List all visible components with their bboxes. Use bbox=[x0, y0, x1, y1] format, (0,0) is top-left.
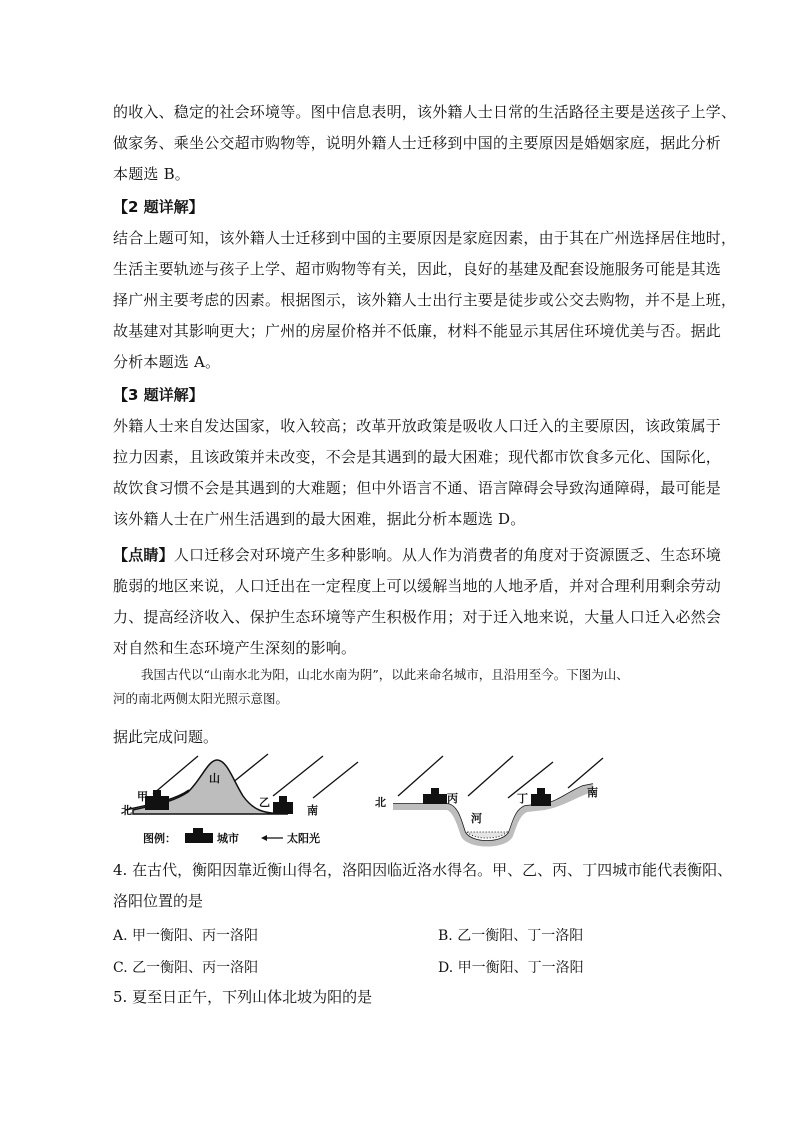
text-line: 分析本题选 A。 bbox=[113, 353, 221, 371]
label-jia: 甲 bbox=[137, 790, 148, 803]
text-line: 河的南北两侧太阳光照示意图。 bbox=[113, 691, 289, 706]
city-jia-icon bbox=[153, 790, 161, 798]
label-mountain: 山 bbox=[209, 772, 220, 785]
sunlight-ray bbox=[508, 762, 553, 798]
section-heading-q3: 【3 题详解】 bbox=[113, 386, 204, 404]
city-jia-icon bbox=[145, 796, 169, 810]
text-line: 择广州主要考虑的因素。根据图示，该外籍人士出行主要是徒步或公交去购物，并不是上班， bbox=[113, 291, 737, 309]
lead-text: 据此完成问题。 bbox=[113, 728, 219, 746]
label-ding: 丁 bbox=[517, 792, 528, 805]
city-ding-icon bbox=[537, 788, 545, 796]
label-north-right: 北 bbox=[375, 796, 386, 809]
text-line: 拉力因素，且该政策并未改变，不会是其遇到的最大困难；现代都市饮食多元化、国际化， bbox=[113, 448, 722, 466]
legend-city-icon bbox=[193, 828, 203, 834]
river-water bbox=[467, 832, 507, 838]
option-c: C. 乙一衡阳、丙一洛阳 bbox=[113, 960, 259, 976]
text-line: 的收入、稳定的社会环境等。图中信息表明，该外籍人士日常的生活路径主要是送孩子上学、 bbox=[113, 103, 737, 121]
city-bing-icon bbox=[431, 788, 439, 796]
river-panel bbox=[375, 756, 603, 847]
text-line: 结合上题可知，该外籍人士迁移到中国的主要原因是家庭因素，由于其在广州选择居住地时， bbox=[113, 229, 737, 247]
text-line: 本题选 B。 bbox=[113, 165, 190, 183]
text-line bbox=[113, 540, 722, 571]
label-south-left: 南 bbox=[307, 804, 318, 817]
question-4-line-2: 洛阳位置的是 bbox=[113, 892, 204, 910]
legend-sunlight-text: 太阳光 bbox=[287, 832, 320, 845]
text-line: 生活主要轨迹与孩子上学、超市购物等有关，因此，良好的基建及配套设施服务可能是其选 bbox=[113, 260, 722, 278]
tip-label: 【点睛】 bbox=[113, 546, 174, 564]
option-d: D. 甲一衡阳、丁一洛阳 bbox=[438, 960, 584, 976]
text-line: 外籍人士来自发达国家，收入较高；改革开放政策是吸收人口迁入的主要原因，该政策属于 bbox=[113, 417, 722, 435]
question-5: 5. 夏至日正午，下列山体北坡为阳的是 bbox=[113, 988, 373, 1006]
label-river: 河 bbox=[471, 812, 482, 825]
mountain-panel bbox=[121, 754, 358, 845]
text-line: 脆弱的地区来说，人口迁出在一定程度上可以缓解当地的人地矛盾，并对合理利用剩余劳动 bbox=[113, 577, 722, 595]
legend-label: 图例： bbox=[143, 832, 176, 845]
option-b: B. 乙一衡阳、丁一洛阳 bbox=[438, 928, 584, 944]
text-line: 对自然和生态环境产生深刻的影响。 bbox=[113, 639, 357, 657]
legend-arrow-head bbox=[261, 835, 267, 841]
label-north-left: 北 bbox=[121, 804, 132, 817]
city-yi-icon bbox=[279, 796, 287, 804]
legend-city-text: 城市 bbox=[217, 832, 239, 845]
material-intro bbox=[113, 663, 683, 711]
tip-first-line: 人口迁移会对环境产生多种影响。从人作为消费者的角度对于资源匮乏、生态环境 bbox=[173, 546, 722, 564]
question-4-line-1: 4. 在古代，衡阳因靠近衡山得名，洛阳因临近洛水得名。甲、乙、丙、丁四城市能代表衡阳、 bbox=[113, 861, 733, 879]
sunlight-ray bbox=[313, 762, 358, 798]
text-line: 力、提高经济收入、保护生态环境等产生积极作用；对于迁入地来说，大量人口迁入必然会 bbox=[113, 608, 722, 626]
sunlight-ray bbox=[273, 756, 323, 796]
label-yi: 乙 bbox=[259, 796, 270, 809]
tip-paragraph bbox=[113, 540, 722, 664]
sunlight-diagram bbox=[113, 752, 613, 852]
label-bing: 丙 bbox=[447, 792, 458, 805]
text-line: 该外籍人士在广州生活遇到的最大困难，据此分析本题选 D。 bbox=[113, 510, 526, 528]
sunlight-ray bbox=[468, 756, 513, 796]
answer-paragraph-3 bbox=[113, 411, 722, 535]
answer-paragraph-2 bbox=[113, 223, 737, 378]
text-line: 我国古代以“山南水北为阳，山北水南为阴”，以此来命名城市，且沿用至今。下图为山、 bbox=[141, 667, 629, 682]
legend-city-icon bbox=[185, 833, 213, 843]
text-line: 做家务、乘坐公交超市购物等，说明外籍人士迁移到中国的主要原因是婚姻家庭，据此分析 bbox=[113, 134, 722, 152]
label-south-right: 南 bbox=[587, 786, 598, 799]
section-heading-q2: 【2 题详解】 bbox=[113, 198, 204, 216]
option-a: A. 甲一衡阳、丙一洛阳 bbox=[113, 928, 259, 944]
answer-paragraph-1 bbox=[113, 97, 737, 190]
text-line: 故基建对其影响更大；广州的房屋价格并不低廉，材料不能显示其居住环境优美与否。据此 bbox=[113, 322, 722, 340]
sunlight-ray bbox=[568, 758, 603, 788]
text-line: 故饮食习惯不会是其遇到的大难题；但中外语言不通、语言障碍会导致沟通障碍，最可能是 bbox=[113, 479, 722, 497]
